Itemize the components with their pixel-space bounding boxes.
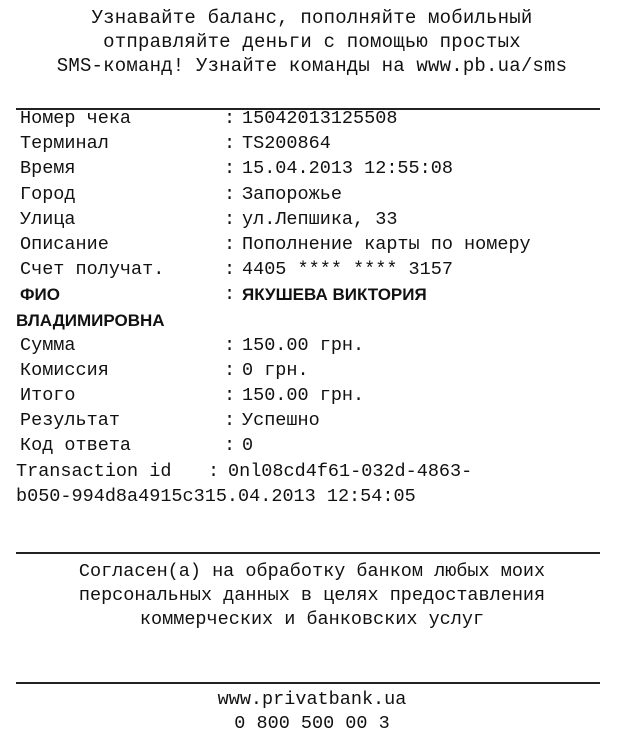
field-label: Улица [20, 208, 76, 230]
divider-middle [16, 552, 600, 554]
consent-line: Согласен(а) на обработку банком любых моих [78, 561, 546, 582]
field-account [16, 257, 612, 282]
field-value: ул.Лепшика, 33 [242, 208, 398, 230]
field-value: TS200864 [242, 133, 331, 155]
field-value: 0 грн. [242, 359, 309, 381]
field-value: 150.00 грн. [242, 385, 365, 407]
field-separator: : [224, 208, 236, 230]
field-label: ФИО [20, 285, 60, 305]
field-label: Время [20, 158, 76, 180]
field-separator: : [224, 410, 236, 432]
field-response-code [16, 433, 612, 458]
field-label: Transaction id [16, 460, 172, 482]
field-name [16, 282, 612, 307]
field-label: Комиссия [20, 359, 109, 381]
field-label: Номер чека [20, 108, 132, 129]
field-value: 0 [242, 435, 254, 457]
footer-phone: 0 800 500 00 3 [234, 713, 390, 734]
field-label: Счет получат. [20, 259, 165, 281]
field-label: Результат [20, 410, 120, 432]
receipt-footer [0, 688, 624, 736]
consent-text [12, 560, 612, 632]
field-value: 0nl08cd4f61-032d-4863- [228, 460, 473, 482]
field-transaction-id [16, 459, 612, 484]
field-value: Успешно [242, 410, 320, 432]
header-line: Узнавайте баланс, пополняйте мобильный [91, 7, 533, 29]
field-value-continuation: b050-994d8a4915c315.04.2013 12:54:05 [16, 485, 416, 507]
field-separator: : [224, 259, 236, 281]
field-label: Город [20, 183, 76, 205]
field-label: Описание [20, 233, 109, 255]
field-label: Терминал [20, 133, 109, 155]
field-separator: : [224, 334, 236, 356]
field-separator: : [224, 284, 236, 306]
field-separator: : [224, 158, 236, 180]
field-description [16, 232, 612, 257]
field-transaction-continuation [16, 484, 612, 509]
field-terminal [16, 131, 612, 156]
field-amount [16, 333, 612, 358]
consent-line: персональных данных в целях предоставления [78, 585, 546, 606]
field-value: 4405 **** **** 3157 [242, 259, 453, 281]
field-value: Запорожье [242, 183, 342, 205]
field-label: Код ответа [20, 435, 132, 457]
receipt-fields [16, 106, 612, 509]
field-value: 15042013125508 [242, 108, 398, 129]
header-line: отправляйте деньги с помощью простых [103, 31, 521, 53]
field-city [16, 182, 612, 207]
field-value: 150.00 грн. [242, 334, 365, 356]
field-value: Пополнение карты по номеру [242, 233, 531, 255]
field-separator: : [224, 183, 236, 205]
field-name-continuation [16, 308, 612, 333]
field-label: Сумма [20, 334, 76, 356]
header-line: SMS-команд! Узнайте команды на www.pb.ua/sms [56, 55, 568, 77]
receipt-header [12, 6, 612, 78]
field-commission [16, 358, 612, 383]
field-receipt-no [16, 106, 612, 131]
field-value: 15.04.2013 12:55:08 [242, 158, 453, 180]
field-separator: : [224, 233, 236, 255]
field-street [16, 207, 612, 232]
footer-website: www.privatbank.ua [217, 689, 407, 710]
field-label: Итого [20, 385, 76, 407]
field-separator: : [224, 359, 236, 381]
field-result [16, 408, 612, 433]
divider-bottom [16, 682, 600, 684]
field-separator: : [224, 435, 236, 457]
field-separator: : [208, 460, 220, 482]
field-total [16, 383, 612, 408]
consent-line: коммерческих и банковских услуг [139, 609, 485, 630]
field-separator: : [224, 108, 236, 129]
field-value-continuation: ВЛАДИМИРОВНА [16, 310, 165, 330]
field-separator: : [224, 133, 236, 155]
field-value: ЯКУШЕВА ВИКТОРИЯ [242, 285, 427, 305]
field-separator: : [224, 385, 236, 407]
field-time [16, 156, 612, 181]
